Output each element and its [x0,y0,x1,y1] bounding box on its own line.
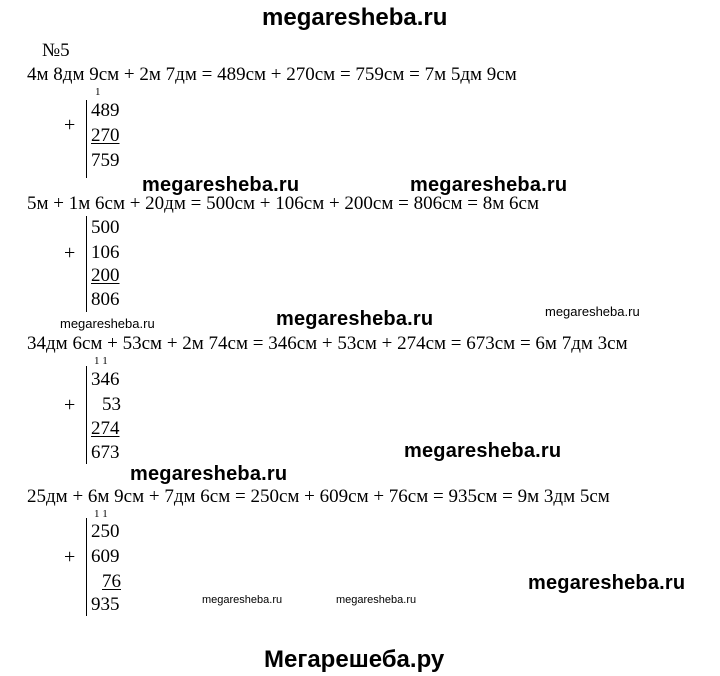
equation-3: 34дм 6см + 53см + 2м 74см = 346см + 53см + 274см = 673см = 6м 7дм 3см [27,333,628,354]
addend-1-2: 270 [91,125,120,146]
watermark: megaresheba.ru [545,304,640,319]
watermark: megaresheba.ru [276,308,434,330]
plus-sign-3: + [64,394,76,416]
watermark: megaresheba.ru [410,174,568,196]
addend-2-3: 200 [91,265,120,286]
column-divider-4 [86,518,87,616]
plus-sign-2: + [64,242,76,264]
watermark: megaresheba.ru [142,174,300,196]
result-2: 806 [91,289,120,310]
addend-4-1: 250 [91,521,120,542]
addend-3-3: 274 [91,418,120,439]
addend-4-2: 609 [91,546,120,567]
watermark: megaresheba.ru [336,594,417,606]
equation-1: 4м 8дм 9см + 2м 7дм = 489см + 270см = 759см = 7м 5дм 9см [27,64,517,85]
addend-3-1: 346 [91,369,120,390]
carry-4: 1 1 [94,508,108,520]
watermark: megaresheba.ru [528,572,686,594]
watermark: megaresheba.ru [130,463,288,485]
column-divider-1 [86,100,87,178]
addend-2-2: 106 [91,242,120,263]
equation-4: 25дм + 6м 9см + 7дм 6см = 250см + 609см + 76см = 935см = 9м 3дм 5см [27,486,610,507]
result-3: 673 [91,442,120,463]
watermark: megaresheba.ru [202,594,283,606]
carry-3: 1 1 [94,355,108,367]
watermark: megaresheba.ru [404,440,562,462]
site-header: megaresheba.ru [262,4,448,31]
addend-4-3: 76 [102,571,121,592]
addend-3-2: 53 [102,394,121,415]
column-divider-3 [86,366,87,464]
addend-2-1: 500 [91,217,120,238]
column-divider-2 [86,216,87,312]
site-footer: Мегарешеба.ру [264,646,445,673]
watermark: megaresheba.ru [60,316,155,331]
result-1: 759 [91,150,120,171]
task-number: №5 [42,40,70,61]
result-4: 935 [91,594,120,615]
equation-2: 5м + 1м 6см + 20дм = 500см + 106см + 200см = 806см = 8м 6см [27,193,540,214]
plus-sign-4: + [64,546,76,568]
plus-sign-1: + [64,114,76,136]
carry-1: 1 [95,86,101,98]
addend-1-1: 489 [91,100,120,121]
